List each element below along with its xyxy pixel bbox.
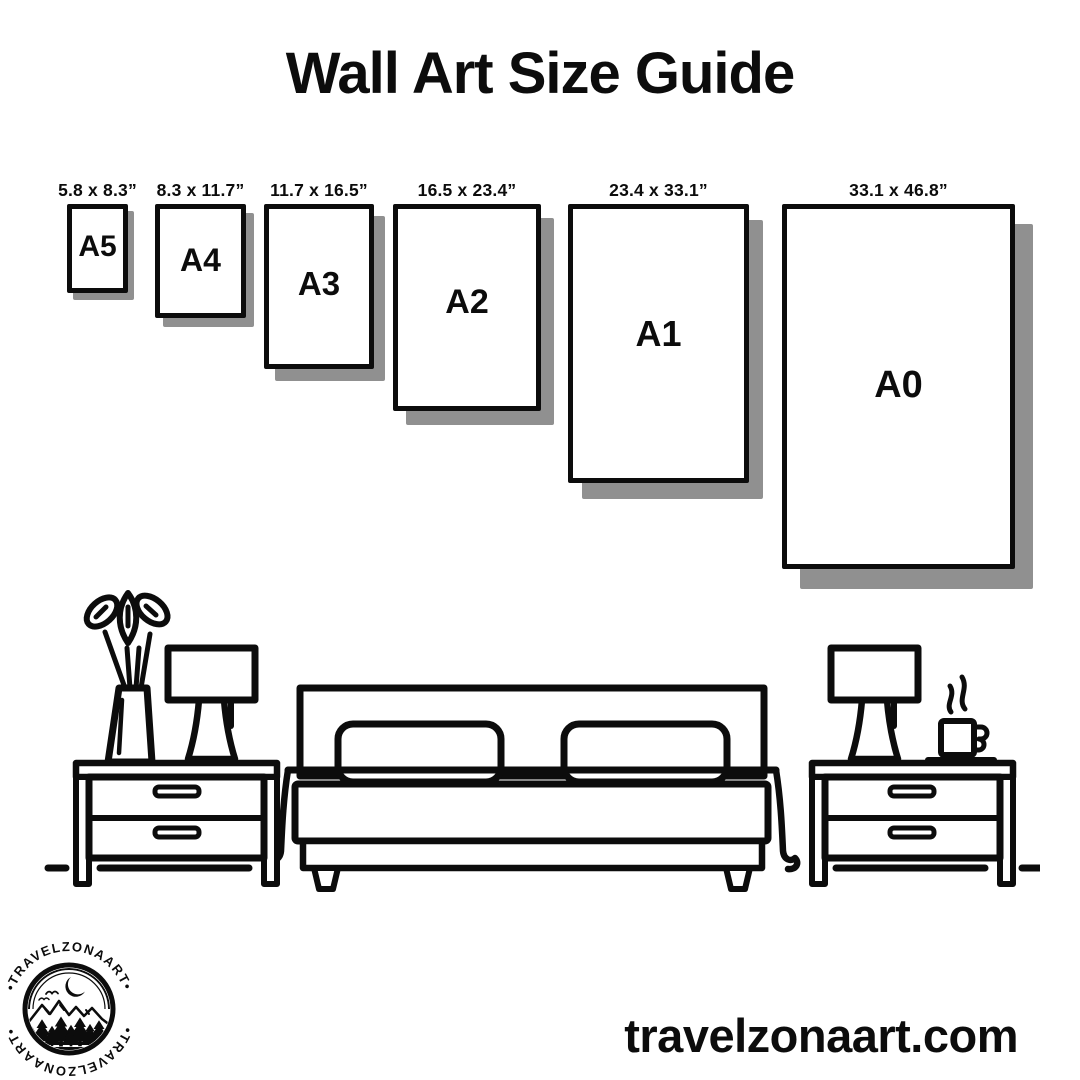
page-title: Wall Art Size Guide [285, 41, 795, 106]
bedroom-illustration [40, 585, 1040, 897]
frame-a0 [782, 180, 1015, 569]
frame-a4 [155, 180, 246, 318]
frame-a2-dimensions: 16.5 x 23.4” [417, 180, 517, 200]
frame-a3 [264, 180, 374, 369]
bird-icon [39, 998, 49, 1000]
frame-a1-dimensions: 23.4 x 33.1” [609, 180, 708, 200]
logo-text-bottom: •TRAVELZONAART• [2, 1025, 136, 1080]
bed-leg-right [726, 868, 750, 889]
website-url: travelzonaart.com [624, 1009, 1018, 1062]
bed-icon [267, 688, 797, 889]
frame-a0-dimensions: 33.1 x 46.8” [849, 180, 948, 200]
frame-a2 [393, 180, 541, 411]
steam-icon [949, 686, 952, 712]
frame-a1-label: A1 [635, 312, 682, 354]
frame-a5-dimensions: 5.8 x 8.3” [58, 180, 137, 200]
vase-plant-icon [81, 590, 173, 762]
frame-a5-label: A5 [78, 229, 117, 263]
frame-a3-dimensions: 11.7 x 16.5” [270, 180, 368, 200]
nightstand-right [812, 763, 1013, 884]
frame-a1 [568, 180, 749, 483]
table-lamp-left-icon [168, 648, 255, 759]
bed-base [303, 841, 762, 868]
frame-a3-label: A3 [297, 265, 341, 302]
frame-a5 [58, 180, 137, 293]
table-lamp-right-icon [831, 648, 918, 759]
coffee-cup-icon [928, 677, 994, 760]
moon-icon [65, 977, 85, 997]
blanket-drape-right [776, 770, 797, 869]
logo-text-top: •TRAVELZONAART• [2, 938, 136, 993]
frame-a2-label: A2 [445, 282, 489, 321]
bird-icon [46, 992, 58, 995]
brand-logo [0, 938, 140, 1080]
nightstand-left [76, 763, 277, 884]
bed-leg-left [314, 868, 338, 889]
blanket-front [295, 784, 768, 841]
frame-a4-label: A4 [180, 242, 221, 278]
frame-a4-dimensions: 8.3 x 11.7” [156, 180, 245, 200]
steam-icon [962, 677, 965, 709]
frame-a0-label: A0 [874, 363, 923, 406]
